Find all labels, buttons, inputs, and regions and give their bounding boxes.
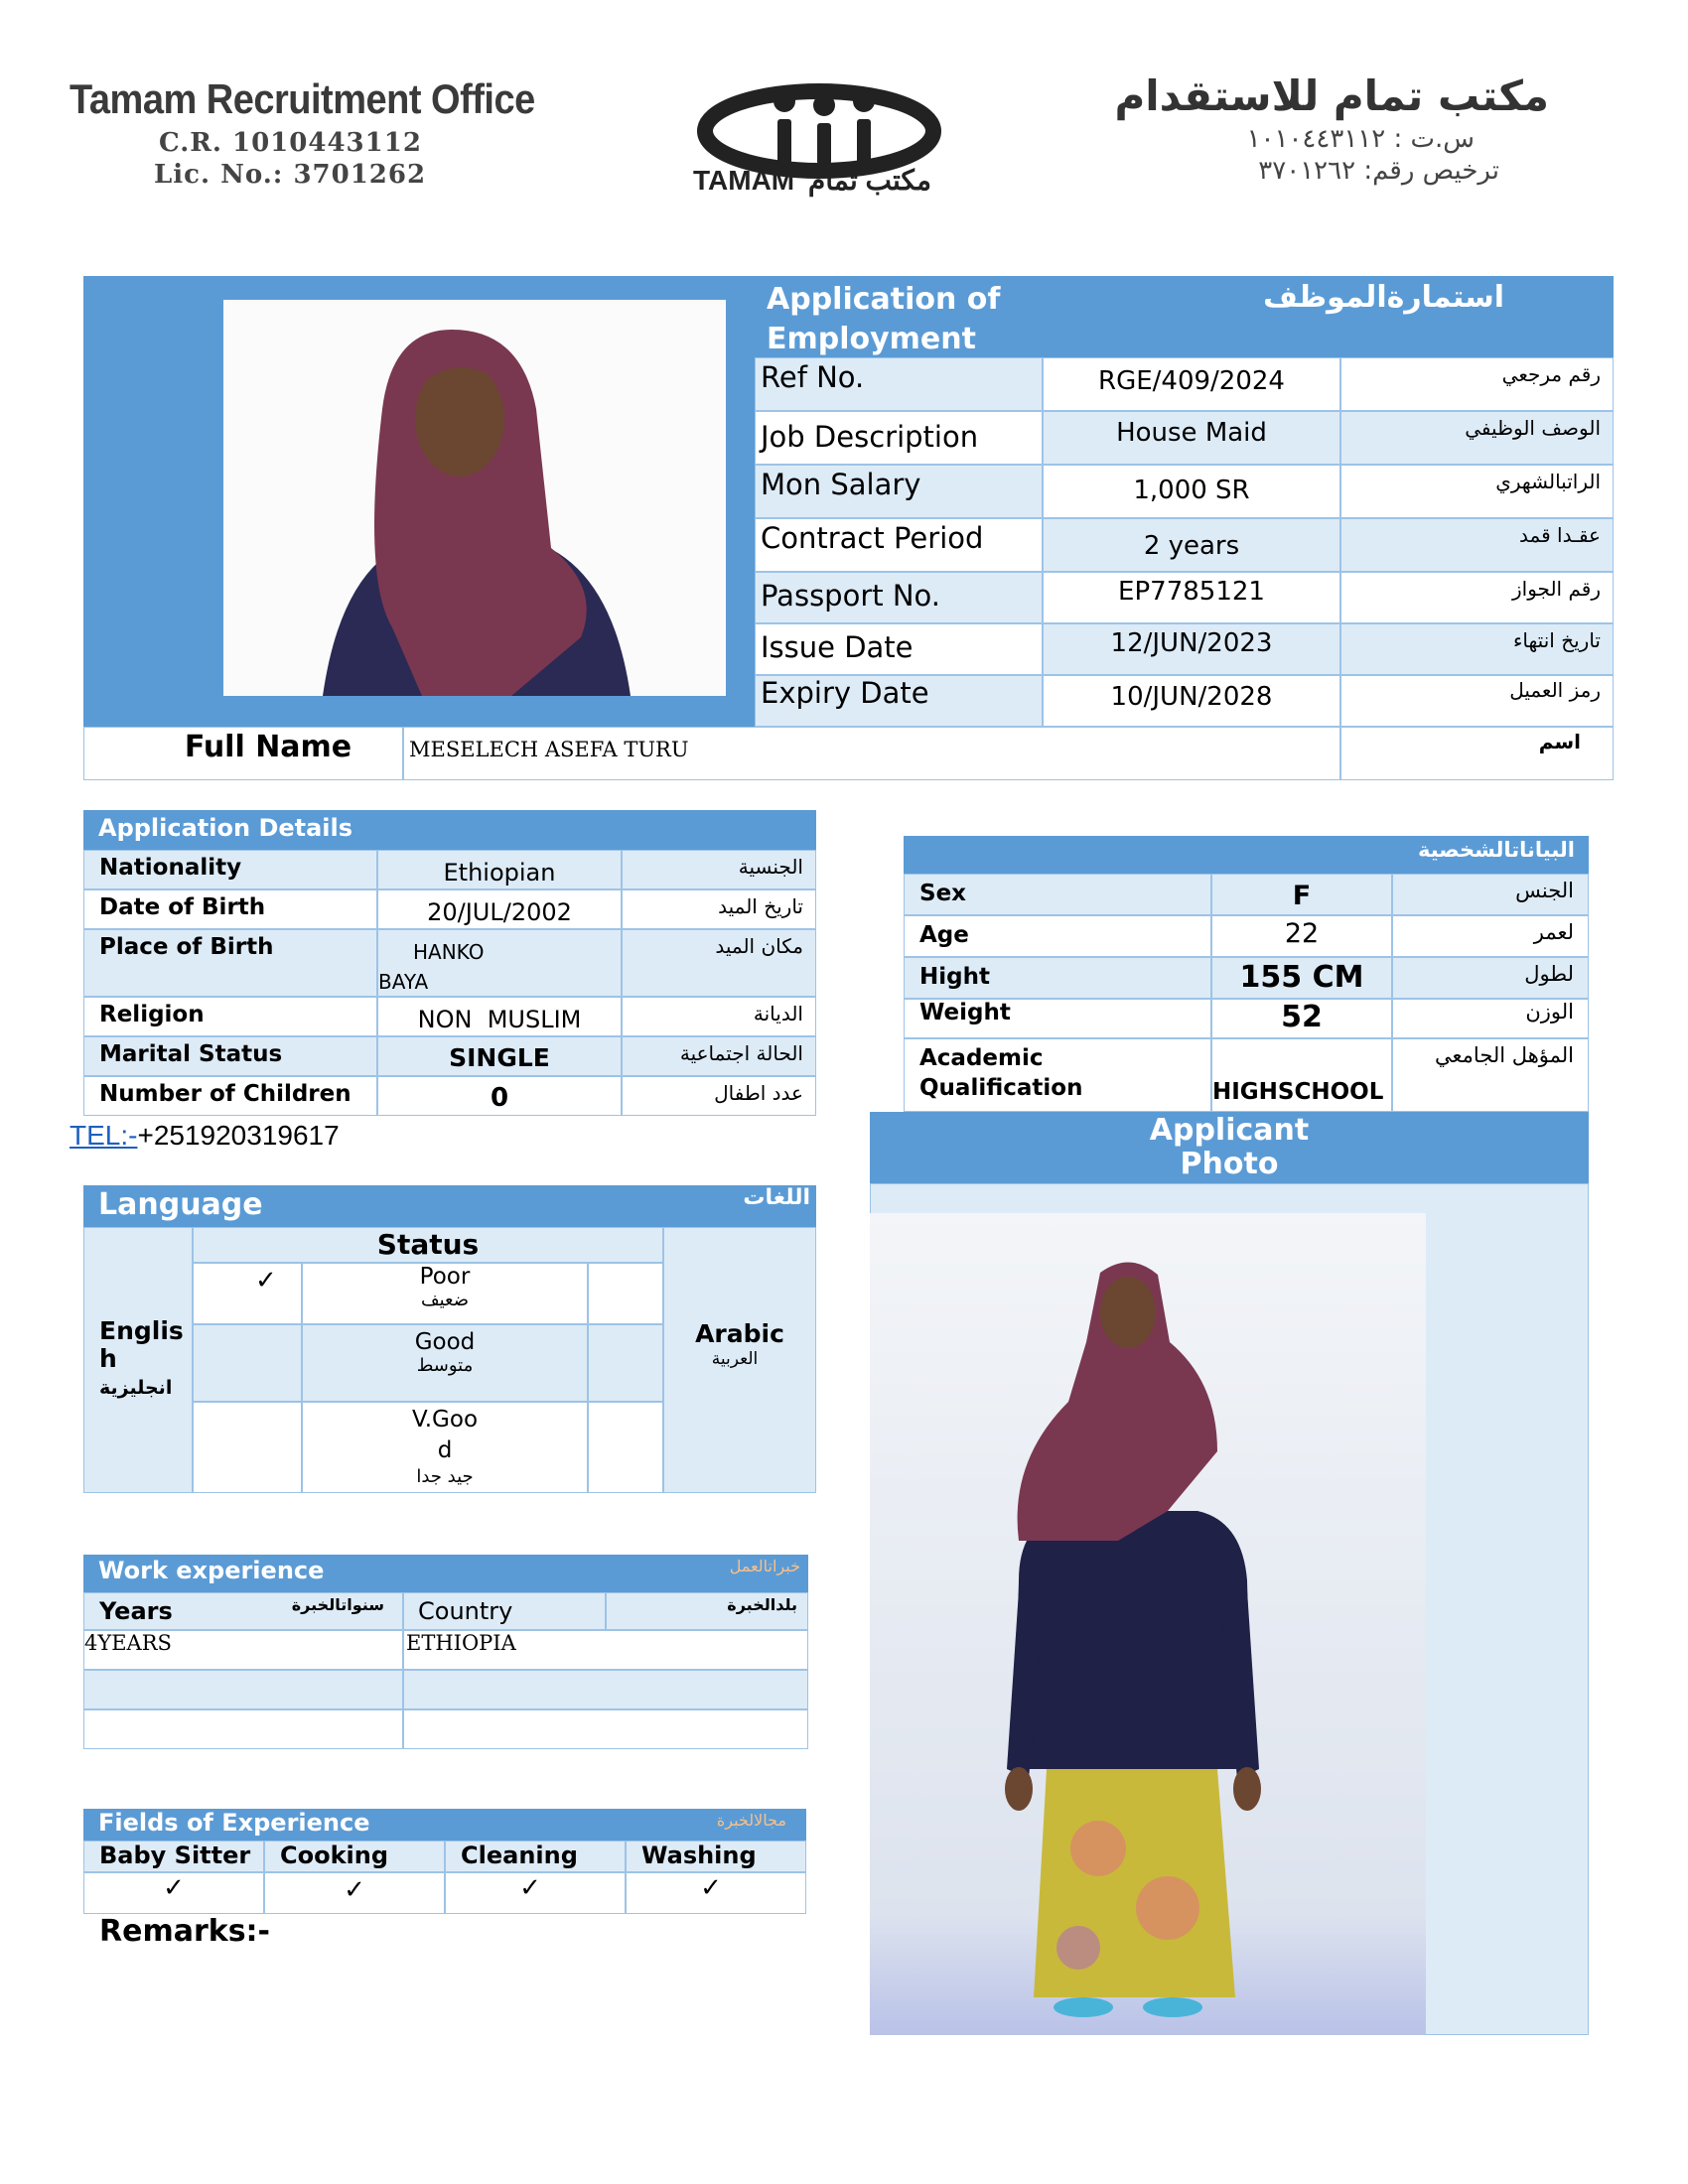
- marital-status-label: Marital Status: [83, 1036, 377, 1076]
- ref-no-label: Ref No.: [755, 357, 1043, 411]
- logo-text-ar: مكتب تمام: [807, 165, 931, 196]
- arabic-label-ar: العربية: [711, 1349, 759, 1369]
- country-header: Country: [403, 1592, 606, 1630]
- field-baby-sitter-tick: ✓: [83, 1872, 264, 1914]
- salary-label-ar: الراتبالشهري: [1340, 465, 1614, 518]
- full-name-value: MESELECH ASEFA TURU: [403, 727, 1340, 780]
- religion-label: Religion: [83, 997, 377, 1036]
- years-header: [83, 1592, 403, 1630]
- poor-level-ar: ضعيف: [420, 1290, 470, 1310]
- field-washing-tick: ✓: [626, 1872, 806, 1914]
- good-level-ar: متوسط: [416, 1355, 474, 1376]
- poor-level-cell: [302, 1263, 588, 1324]
- poor-tick: ✓: [255, 1266, 277, 1296]
- country-value: ETHIOPIA: [403, 1630, 808, 1670]
- vgood-level-en: V.Goo d: [411, 1407, 479, 1463]
- pob-label-ar: مكان الميد: [622, 929, 816, 997]
- ref-no-value: RGE/409/2024: [1043, 357, 1340, 411]
- poor-level-en: Poor: [419, 1264, 471, 1290]
- field-baby-sitter: Baby Sitter: [83, 1841, 264, 1872]
- passport-no-label-ar: رقم الجواز: [1340, 572, 1614, 623]
- sex-label-ar: الجنس: [1392, 874, 1589, 915]
- contract-period-value: 2 years: [1043, 518, 1340, 572]
- sex-value: F: [1211, 874, 1392, 915]
- nationality-value: Ethiopian: [377, 850, 622, 889]
- years-label-ar: سنواتالخبرة: [291, 1595, 384, 1614]
- company-name-en: Tamam Recruitment Office: [70, 76, 535, 124]
- applicant-full-photo: [870, 1213, 1426, 2035]
- arabic-label-cell: [663, 1227, 816, 1493]
- field-cooking-tick: ✓: [264, 1872, 445, 1914]
- vgood-tick-cell: [193, 1402, 302, 1493]
- religion-value: NON MUSLIM: [377, 997, 622, 1036]
- weight-label: Weight: [904, 999, 1211, 1038]
- height-value: 155 CM: [1211, 957, 1392, 999]
- years-label: Years: [99, 1597, 173, 1625]
- expiry-date-label-ar: رمز العميل: [1340, 675, 1614, 727]
- english-label-ar: انجليزية: [99, 1377, 173, 1399]
- issue-date-value: 12/JUN/2023: [1043, 623, 1340, 675]
- tel-label[interactable]: TEL:-: [70, 1120, 138, 1151]
- company-name-ar: مكتب تمام للاستقدام: [1114, 71, 1549, 120]
- english-label: Englis h: [99, 1316, 184, 1373]
- personal-title-ar: البياناتالشخصية: [904, 836, 1589, 874]
- arabic-label: Arabic: [695, 1319, 784, 1348]
- remarks-label: Remarks:-: [99, 1914, 271, 1949]
- children-value: 0: [377, 1076, 622, 1116]
- age-label-ar: لعمر: [1392, 915, 1589, 957]
- field-cooking: Cooking: [264, 1841, 445, 1872]
- sex-label: Sex: [904, 874, 1211, 915]
- expiry-date-value: 10/JUN/2028: [1043, 675, 1340, 727]
- marital-status-label-ar: الحالة اجتماعية: [622, 1036, 816, 1076]
- ref-no-label-ar: رقم مرجعي: [1340, 357, 1614, 411]
- country-header-ar: بلدالخبرة: [606, 1592, 808, 1630]
- good-extra-cell: [588, 1324, 663, 1402]
- academic-value: HIGHSCHOOL: [1211, 1038, 1392, 1112]
- header-company-en: [70, 76, 546, 190]
- job-description-label: Job Description: [755, 411, 1043, 465]
- contract-period-label-ar: عقـدا قمد: [1340, 518, 1614, 572]
- passport-no-label: Passport No.: [755, 572, 1043, 623]
- salary-value: 1,000 SR: [1043, 465, 1340, 518]
- applicant-photo-title: [870, 1112, 1589, 1183]
- pob-value-cell: [377, 929, 622, 997]
- poor-tick-cell: [193, 1263, 302, 1324]
- logo-text-en: TAMAM: [693, 165, 795, 196]
- work-empty-row2-col2: [403, 1709, 808, 1749]
- work-empty-row2-col1: [83, 1709, 403, 1749]
- dob-label: Date of Birth: [83, 889, 377, 929]
- language-title-ar: اللغات: [743, 1185, 810, 1210]
- applicant-photo-title-line2: Photo: [1180, 1147, 1279, 1181]
- field-cleaning-tick: ✓: [445, 1872, 626, 1914]
- dob-value: 20/JUL/2002: [377, 889, 622, 929]
- tel-value: +251920319617: [137, 1120, 340, 1151]
- vgood-extra-cell: [588, 1402, 663, 1493]
- children-label: Number of Children: [83, 1076, 377, 1116]
- weight-label-ar: الوزن: [1392, 999, 1589, 1038]
- dob-label-ar: تاريخ الميد: [622, 889, 816, 929]
- job-description-label-ar: الوصف الوظيفي: [1340, 411, 1614, 465]
- pob-value-2: BAYA: [378, 970, 429, 994]
- good-level-en: Good: [414, 1329, 476, 1355]
- height-label-ar: لطول: [1392, 957, 1589, 999]
- license-number-en: Lic. No.: 3701262: [154, 160, 427, 190]
- vgood-level-cell: [302, 1402, 588, 1493]
- work-title-ar: خبراتالعمل: [729, 1557, 800, 1575]
- application-title-ar: استمارةالموظف: [1206, 276, 1614, 357]
- passport-no-value: EP7785121: [1043, 572, 1340, 623]
- contract-period-label: Contract Period: [755, 518, 1043, 572]
- details-title: Application Details: [83, 810, 816, 850]
- good-level-cell: [302, 1324, 588, 1402]
- work-empty-row1-col2: [403, 1670, 808, 1709]
- application-title-en: Application of Employment: [755, 276, 1206, 357]
- cr-number-en: C.R. 1010443112: [159, 128, 422, 158]
- license-number-ar: ترخيص رقم: ٣٧٠١٢٦٢: [1258, 156, 1499, 186]
- marital-status-value: SINGLE: [377, 1036, 622, 1076]
- field-washing: Washing: [626, 1841, 806, 1872]
- face-photo-illustration: [223, 300, 726, 696]
- age-value: 22: [1211, 915, 1392, 957]
- expiry-date-label: Expiry Date: [755, 675, 1043, 727]
- nationality-label-ar: الجنسية: [622, 850, 816, 889]
- language-title: Language: [83, 1185, 816, 1227]
- poor-extra-cell: [588, 1263, 663, 1324]
- cr-number-ar: س.ت : ١٠١٠٤٤٣١١٢: [1246, 124, 1475, 154]
- english-label-cell: [83, 1227, 193, 1493]
- full-photo-illustration: [870, 1213, 1426, 2035]
- vgood-level-ar: جيد جدا: [416, 1466, 474, 1487]
- applicant-photo-title-line1: Applicant: [1149, 1113, 1310, 1148]
- weight-value: 52: [1211, 999, 1392, 1038]
- field-cleaning: Cleaning: [445, 1841, 626, 1872]
- status-header: Status: [193, 1227, 663, 1263]
- work-title: Work experience: [83, 1555, 808, 1592]
- fields-title-ar: مجالالخبرة: [716, 1811, 786, 1830]
- years-value: 4YEARS: [83, 1630, 403, 1670]
- header-company-ar: [1072, 71, 1549, 186]
- issue-date-label-ar: تاريخ انتهاء: [1340, 623, 1614, 675]
- pob-value: HANKO: [413, 940, 485, 964]
- academic-label: Academic Qualification: [904, 1038, 1211, 1112]
- issue-date-label: Issue Date: [755, 623, 1043, 675]
- work-empty-row1-col1: [83, 1670, 403, 1709]
- religion-label-ar: الديانة: [622, 997, 816, 1036]
- nationality-label: Nationality: [83, 850, 377, 889]
- applicant-face-photo: [223, 300, 726, 696]
- height-label: Hight: [904, 957, 1211, 999]
- salary-label: Mon Salary: [755, 465, 1043, 518]
- logo-text: [693, 164, 931, 197]
- academic-label-ar: المؤهل الجامعي: [1392, 1038, 1589, 1112]
- full-name-label-ar: اسم: [1340, 727, 1614, 780]
- full-name-label: Full Name: [83, 727, 403, 780]
- job-description-value: House Maid: [1043, 411, 1340, 465]
- age-label: Age: [904, 915, 1211, 957]
- tel-line: [70, 1120, 340, 1152]
- children-label-ar: عدد اطفال: [622, 1076, 816, 1116]
- good-tick-cell: [193, 1324, 302, 1402]
- pob-label: Place of Birth: [83, 929, 377, 997]
- fields-title: Fields of Experience: [83, 1809, 806, 1841]
